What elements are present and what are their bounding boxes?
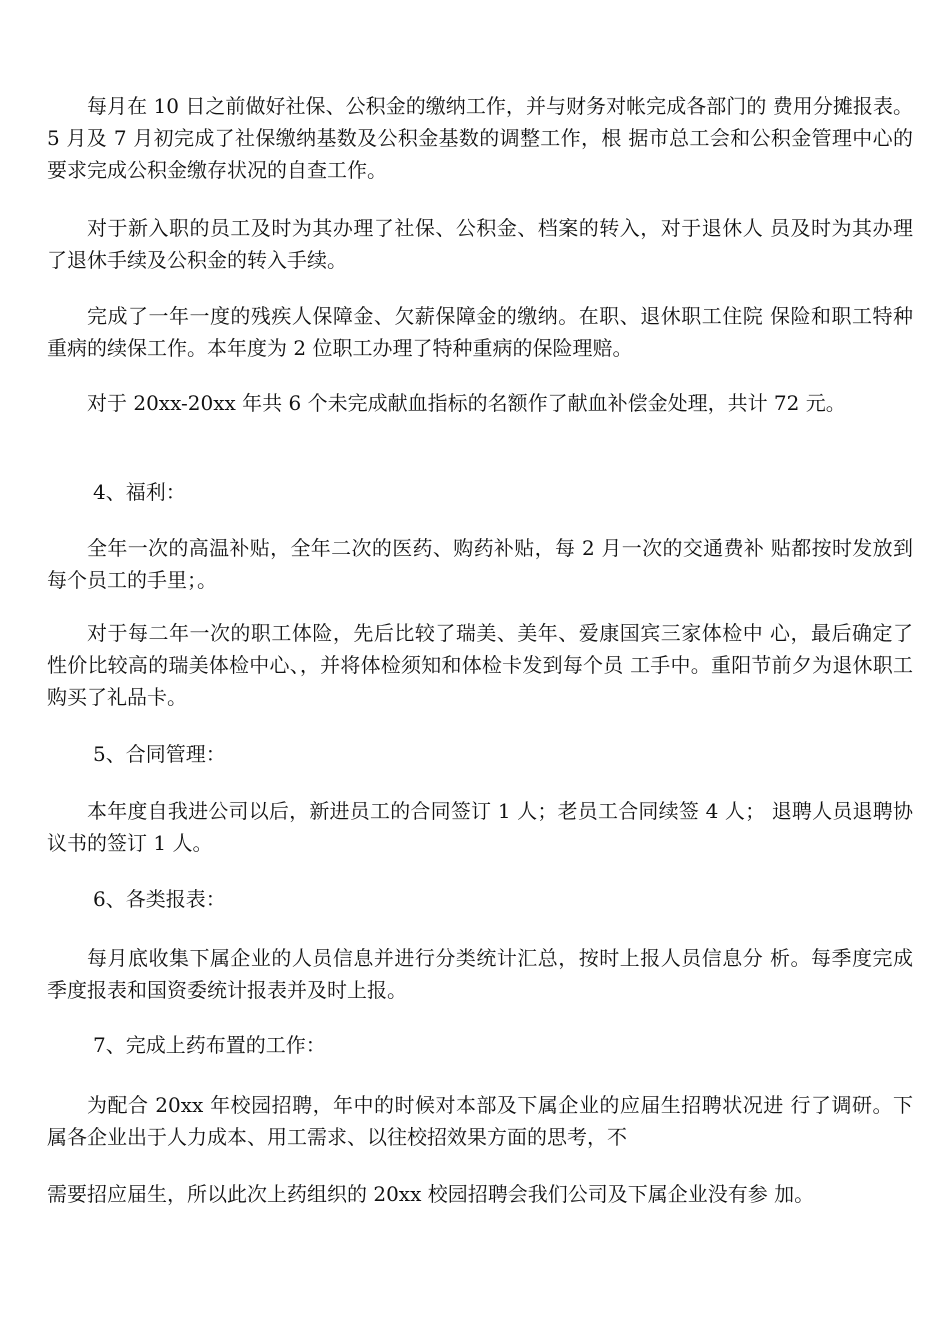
paragraph-contracts: 本年度自我进公司以后，新进员工的合同签订 1 人；老员工合同续签 4 人； 退聘人员退聘协议书的签订 1 人。 [47,799,913,855]
heading-welfare: 4、福利： [93,480,186,504]
paragraph-recruitment-conclusion: 需要招应届生，所以此次上药组织的 20xx 校园招聘会我们公司及下属企业没有参 加。 [47,1182,815,1206]
heading-reports: 6、各类报表： [93,887,226,911]
heading-contract-management: 5、合同管理： [93,742,226,766]
paragraph-blood-donation: 对于 20xx-20xx 年共 6 个未完成献血指标的名额作了献血补偿金处理，共计 72 元。 [87,391,846,415]
paragraph-campus-recruitment: 为配合 20xx 年校园招聘，年中的时候对本部及下属企业的应届生招聘状况进 行了调研。下属各企业出于人力成本、用工需求、以往校招效果方面的思考，不 [47,1093,913,1149]
paragraph-disability-fund: 完成了一年一度的残疾人保障金、欠薪保障金的缴纳。在职、退休职工住院 保险和职工特种重病的续保工作。本年度为 2 位职工办理了特种重病的保险理赔。 [47,304,913,360]
paragraph-health-check: 对于每二年一次的职工体险，先后比较了瑞美、美年、爱康国宾三家体检中 心，最后确定了性价比较高的瑞美体检中心、，并将体检须知和体检卡发到每个员 工手中。重阳节前夕为退休职工购买了礼品卡。 [47,621,913,709]
heading-assigned-work: 7、完成上药布置的工作： [93,1033,326,1057]
paragraph-subsidies: 全年一次的高温补贴，全年二次的医药、购药补贴，每 2 月一次的交通费补 贴都按时发放到每个员工的手里；。 [47,536,913,592]
paragraph-reports: 每月底收集下属企业的人员信息并进行分类统计汇总，按时上报人员信息分 析。每季度完成季度报表和国资委统计报表并及时上报。 [47,946,913,1002]
paragraph-social-security: 每月在 10 日之前做好社保、公积金的缴纳工作，并与财务对帐完成各部门的 费用分摊报表。5 月及 7 月初完成了社保缴纳基数及公积金基数的调整工作，根 据市总工会和公积金管理中心的要求完成公积金缴存状况的自查工作。 [47,94,913,182]
paragraph-new-employees: 对于新入职的员工及时为其办理了社保、公积金、档案的转入，对于退休人 员及时为其办理了退休手续及公积金的转入手续。 [47,216,913,272]
